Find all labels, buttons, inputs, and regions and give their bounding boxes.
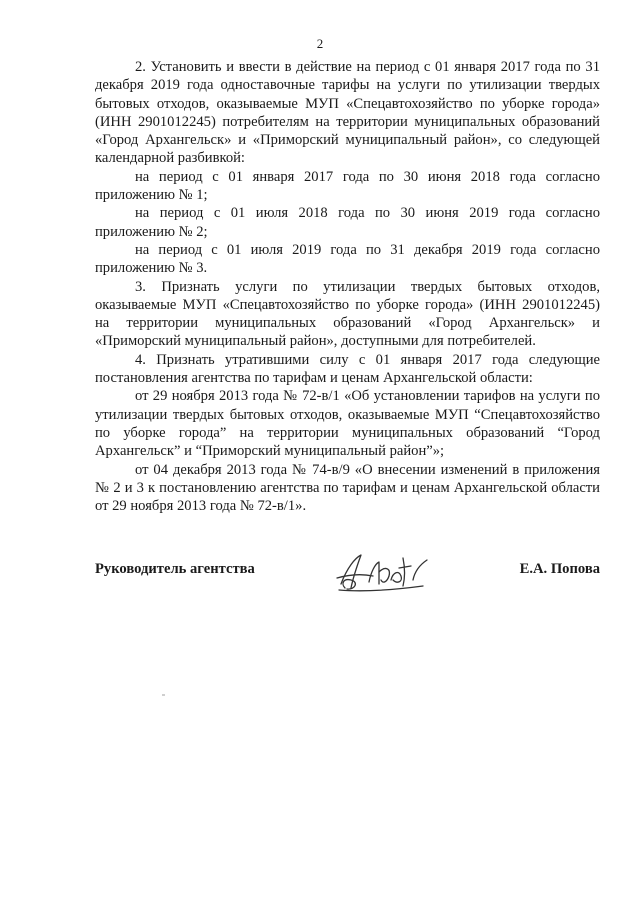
paragraph-item-3: 3. Признать услуги по утилизации твердых бытовых отходов, оказываемые МУП «Спецавтохозяйство по уборке города» (ИНН 2901012245) на территории муниципальных образований «Город Архангельск» и «Приморский муниципальный район», доступными для потребителей. <box>95 278 600 350</box>
document-body <box>95 58 600 515</box>
tariff-period-3: на период с 01 июля 2019 года по 31 декабря 2019 года согласно приложению № 3. <box>95 241 600 277</box>
paragraph-item-2: 2. Установить и ввести в действие на период с 01 января 2017 года по 31 декабря 2019 года одноставочные тарифы на услуги по утилизации твердых бытовых отходов, оказываемые МУП «Спецавтохозяйство по уборке города» (ИНН 2901012245) потребителям на территории муниципальных образований «Город Архангельск» и «Приморский муниципальный район», со следующей календарной разбивкой: <box>95 59 600 167</box>
signature-block <box>95 550 600 600</box>
paragraph-item-4: 4. Признать утратившими силу с 01 января 2017 года следующие постановления агентства по тарифам и ценам Архангельской области: <box>95 351 600 387</box>
signatory-title: Руководитель агентства <box>95 561 255 577</box>
handwritten-signature <box>333 550 433 594</box>
scan-speck <box>162 694 165 696</box>
repealed-decree-1: от 29 ноября 2013 года № 72-в/1 «Об установлении тарифов на услуги по утилизации твердых бытовых отходов, оказываемые МУП “Спецавтохозяйство по уборке города” на территории муниципальных образований “Город Архангельск” и “Приморский муниципальный район”»; <box>95 388 600 460</box>
repealed-decree-2: от 04 декабря 2013 года № 74-в/9 «О внесении изменений в приложения № 2 и 3 к постановлению агентства по тарифам и ценам Архангельской области от 29 ноября 2013 года № 72-в/1». <box>95 461 600 515</box>
tariff-period-1: на период с 01 января 2017 года по 30 июня 2018 года согласно приложению № 1; <box>95 168 600 204</box>
page-number: 2 <box>316 36 324 51</box>
tariff-period-2: на период с 01 июля 2018 года по 30 июня 2019 года согласно приложению № 2; <box>95 205 600 240</box>
signatory-name: Е.А. Попова <box>519 561 600 577</box>
